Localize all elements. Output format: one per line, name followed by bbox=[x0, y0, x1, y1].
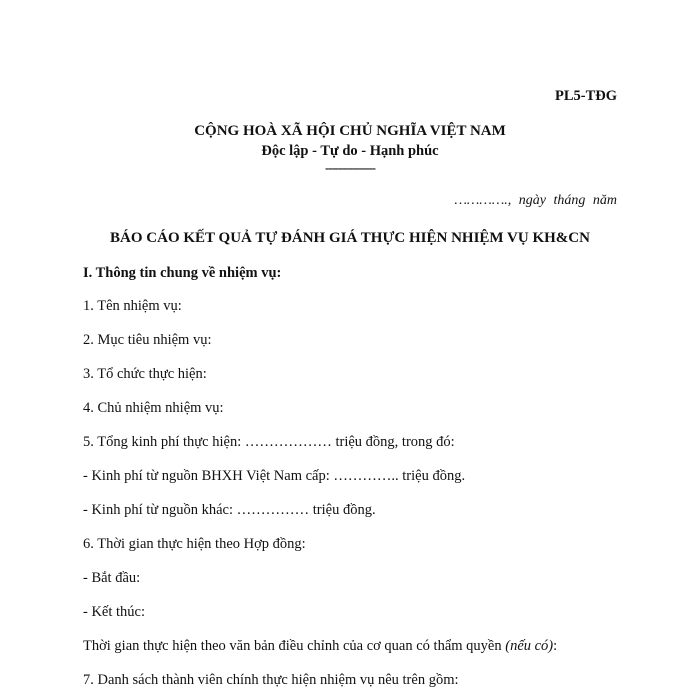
period-end: - Kết thúc: bbox=[83, 604, 146, 620]
national-title: CỘNG HOÀ XÃ HỘI CHỦ NGHĨA VIỆT NAM bbox=[194, 123, 506, 139]
item-organization: 3. Tổ chức thực hiện: bbox=[83, 366, 207, 382]
adjusted-period-text: Thời gian thực hiện theo văn bản điều chỉnh của cơ quan có thẩm quyền bbox=[83, 638, 502, 654]
date-line: …………., ngày tháng năm bbox=[454, 193, 617, 208]
item-contract-period: 6. Thời gian thực hiện theo Hợp đồng: bbox=[83, 536, 306, 552]
period-start: - Bắt đầu: bbox=[83, 570, 141, 586]
section-heading: I. Thông tin chung về nhiệm vụ: bbox=[83, 265, 282, 281]
form-code: PL5-TĐG bbox=[554, 88, 617, 104]
header-rule: --------------- bbox=[325, 160, 375, 175]
adjusted-period-note: (nếu có) bbox=[505, 638, 554, 654]
item-member-list: 7. Danh sách thành viên chính thực hiện nhiệm vụ nêu trên gồm: bbox=[83, 672, 459, 688]
national-motto: Độc lập - Tự do - Hạnh phúc bbox=[261, 143, 439, 159]
item-task-objective: 2. Mục tiêu nhiệm vụ: bbox=[83, 332, 212, 348]
adjusted-period-colon: : bbox=[553, 638, 558, 654]
funding-bhxh: - Kinh phí từ nguồn BHXH Việt Nam cấp: ………….. triệu đồng. bbox=[83, 468, 466, 484]
funding-other: - Kinh phí từ nguồn khác: …………… triệu đồng. bbox=[83, 502, 376, 518]
item-task-name: 1. Tên nhiệm vụ: bbox=[83, 298, 182, 314]
report-title: BÁO CÁO KẾT QUẢ TỰ ĐÁNH GIÁ THỰC HIỆN NHIỆM VỤ KH&CN bbox=[110, 230, 590, 246]
adjusted-period bbox=[83, 638, 557, 655]
item-total-funding: 5. Tổng kinh phí thực hiện: ……………… triệu đồng, trong đó: bbox=[83, 434, 455, 450]
item-task-leader: 4. Chủ nhiệm nhiệm vụ: bbox=[83, 400, 224, 416]
